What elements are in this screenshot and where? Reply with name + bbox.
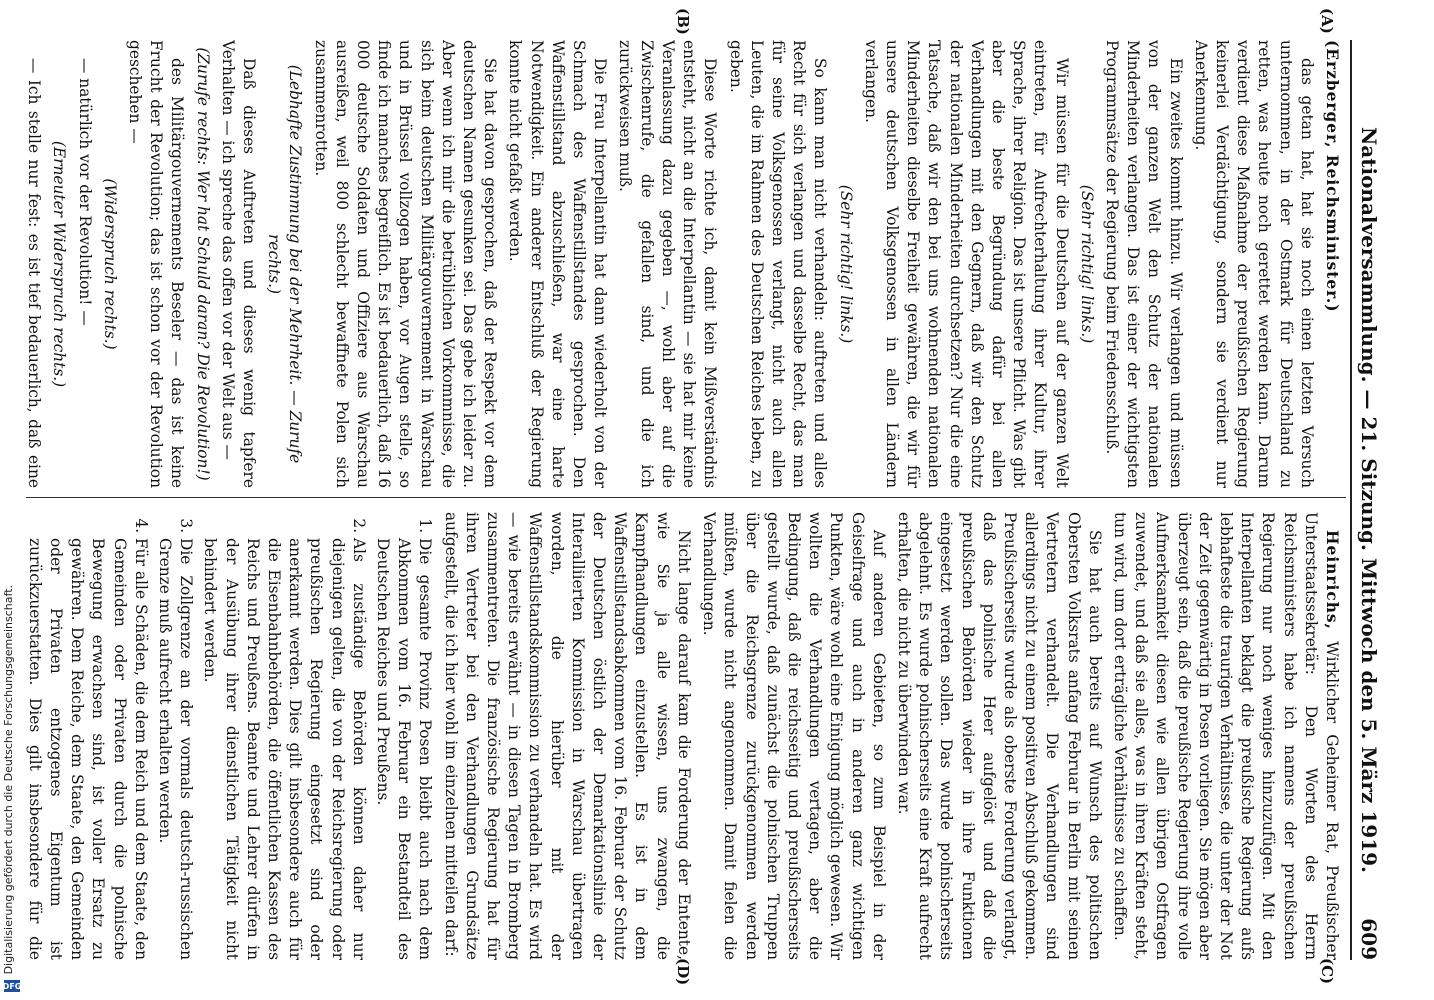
- audience-reaction: (Erneuter Widerspruch rechts.): [50, 140, 69, 388]
- speech-paragraph: [1109, 512, 1342, 960]
- speech-text: Wirklicher Geheimer Rat, Preußischer Unterstaatssekretär: Den Worten des Herrn Reichsministers habe ich namens der preußischen Regierung nur noch weniges hinzuzufügen. Mit den Interpellanten beklagt die preußische Regierung aufs lebhafteste die traurigen Verhältnisse, die unter der Not der Zeit gegenwärtig in Posen vorliegen. Sie mögen aber überzeugt sein, daß die preußische Regierung ihre volle Aufmerksamkeit diesen wie allen übrigen Ostfragen zuwendet, und daß sie alles, was in ihren Kräften steht, tun wird, um dort erträgliche Verhältnisse zu schaffen.: [1110, 512, 1341, 960]
- speech-paragraph: — natürlich vor der Revolution! —: [75, 58, 94, 326]
- speech-paragraph: Diese Worte richte ich, damit kein Mißverständnis entsteht, nicht an die Interpellantin — sie hat mir keine Veranlassung dazu gegeben —, wohl aber auf die Zwischenrufe, die gefallen sind, und die ich zurückweisen muß.: [616, 40, 720, 488]
- speaker-name: Heinrichs,: [1323, 530, 1341, 630]
- rotated-document-page: [12, 0, 1392, 1000]
- margin-letter-b: (B): [674, 8, 692, 35]
- speech-paragraph: Ein zweites kommt hinzu. Wir verlangen und müssen von der ganzen Welt den Schutz der nationalen Minderheiten verlangen. Das ist einer der wichtigsten Programmsätze der Regierung beim Friedensschluß.: [1102, 40, 1185, 488]
- right-column-intro: [439, 512, 1342, 960]
- speech-paragraph: Nicht lange darauf kam die Forderung der Entente, wie Sie ja alle wissen, uns zwangen, die Kampfhandlungen einzustellen. Es ist in dem Waffenstillstandsabkommen vom 16. Februar der Schutz der Deutschen östlich der Demarkationslinie der Interalliierten Kommission in Warschau übertragen worden, die hierüber mit der Waffenstillstandskommission zu verhandeln hat. Es wird — wie bereits erwähnt — in diesen Tagen in Bromberg zusammentreten. Die französische Regierung hat für ihren Vertreter bei den Verhandlungen Grundsätze aufgestellt, die ich hier wohl im einzelnen mitteilen darf:: [441, 512, 693, 960]
- margin-letter-d: (D): [674, 958, 692, 986]
- speech-paragraph: des Militärgouvernements Beseler — das ist keine Frucht der Revolution; das ist schon vor der Revolution geschehen —: [126, 40, 187, 488]
- speech-paragraph: Wir müssen für die Deutschen auf der ganzen Welt eintreten, für Aufrechterhaltung ihrer Kultur, ihrer Sprache, ihrer Religion. Das ist unsere Pflicht. Was gibt aber die beste Begründung dafür bei allen Verhandlungen mit den Gegnern, daß wir den Schutz der nationalen Minderheiten durchsetzen? Nur die eine Tatsache, daß wir den bei uns wohnenden nationalen Minderheiten dieselbe Freiheit gewähren, die wir für unsere deutschen Volksgenossen in allen Ländern verlangen.: [861, 40, 1071, 488]
- speaker-heading: [1321, 40, 1342, 488]
- audience-reaction: (Lebhafte Zustimmung bei der Mehrheit. — Zurufe rechts.): [265, 64, 305, 464]
- speech-paragraph: Daß dieses Auftreten und dieses wenig tapfere Verhalten — ich spreche das offen vor der Welt aus —: [218, 40, 259, 488]
- speech-paragraph: Die Frau Interpellantin hat dann wiederholt von der Schmach des Waffenstillstandes gesprochen. Den Waffenstillstand abzuschließen, war eine harte Notwendigkeit. Ein anderer Entschluß der Regierung konnte nicht gefaßt werden.: [506, 40, 610, 488]
- dfg-logo: DFG: [2, 981, 22, 991]
- speech-paragraph: So kann man nicht verhandeln: auftreten und alles Recht für sich verlangen und dasselbe Recht, das man für seine Volksgenossen verlangt, nicht auch allen Leuten, die im Rahmen des Deutschen Reiches leben, zu geben.: [726, 40, 830, 488]
- speech-paragraph: Sie hat auch bereits auf Wunsch des politischen Obersten Volksrats anfang Februar in Berlin mit seinen Vertretern verhandelt. Die Verhandlungen sind allerdings nicht zu einem positiven Abschluß gekommen. Preußischerseits wurde als oberste Forderung verlangt, daß das polnische Heer aufgelöst und daß die preußischen Behörden wieder in ihre Funktionen eingesetzt werden sollen. Das wurde polnischerseits abgelehnt. Es wurde polnischerseits eine Kraft aufrecht erhalten, die nicht zu überwinden war.: [894, 512, 1104, 960]
- footer-credit-text: Digitalisierung gefördert durch die Deutsche Forschungsgemeinschaft.: [2, 584, 15, 974]
- speaker-name: (Erzberger, Reichsminister.): [1323, 40, 1341, 313]
- speech-paragraph: Auf anderen Gebieten, so zum Beispiel in der Geiselfrage und auch in anderen ganz wichtigen Punkten, wäre wohl eine Einigung möglich gewesen. Wir wollten die Verhandlungen vertagen, aber die Bedingung, daß die reichsseitig und preußischerseits gestellt wurde, daß zunächst die polnischen Truppen über die Reichsgrenze zurückgenommen werden müßten, wurde nicht angenommen. Damit fielen die Verhandlungen.: [700, 512, 888, 960]
- audience-reaction: (Zurufe rechts: Wer hat Schuld daran? Die Revolution!): [193, 47, 212, 481]
- speech-paragraph: — Ich stelle nur fest: es ist tief bedauerlich, daß eine: [25, 58, 44, 488]
- left-text-column: [22, 40, 1342, 488]
- digitization-footer: [2, 542, 24, 992]
- audience-reaction: (Widerspruch rechts.): [100, 178, 119, 350]
- column-divider: [26, 497, 1346, 498]
- page-header: [1350, 40, 1386, 960]
- page-number: 609: [1357, 918, 1381, 960]
- demands-list: [22, 512, 435, 960]
- margin-letter-c: (C): [1318, 958, 1336, 985]
- audience-reaction: (Sehr richtig! links.): [836, 184, 855, 344]
- speech-paragraph: Sie hat davon gesprochen, daß der Respekt vor dem deutschen Namen gesunken sei. Das gebe ich leider zu. Aber wenn ich mir die betrüblichen Vorkommnisse, die sich beim deutschen Militärgouvernement in Warschau und in Brüssel vollzogen haben, vor Augen stelle, so finde ich manches begreiflich. Es ist bedauerlich, daß 16 000 deutsche Soldaten und Offiziere aus Warschau ausreißen, weil 800 schlecht bewaffnete Polen sich zusammenrotten.: [311, 40, 500, 488]
- page-header-title: Nationalversammlung. — 21. Sitzung. Mittwoch den 5. März 1919.: [1357, 127, 1381, 873]
- demand-item: 4. Für alle Schäden, die dem Reich und dem Staate, den Gemeinden oder Privaten durch die polnische Bewegung erwachsen sind, ist voller Ersatz zu gewähren. Dem Reiche, dem Staate, den Gemeinden oder Privaten entzogenes Eigentum ist zurückzuerstatten. Dies gilt insbesondere für die: [22, 538, 151, 960]
- right-text-column: [22, 512, 1342, 960]
- demand-item: 2. Als zuständige Behörden können daher nur diejenigen gelten, die von der Reichsregierung oder preußischen Regierung eingesetzt sind oder anerkannt werden. Dies gilt insbesondere auch für die Eisenbahnbehörden, die öffentlichen Kassen des Reichs und Preußens. Beamte und Lehrer dürfen in der Ausübung ihrer dienstlichen Tätigkeit nicht behindert werden.: [199, 538, 369, 960]
- demand-item: 3. Die Zollgrenze an der vormals deutsch-russischen Grenze muß aufrecht erhalten werden.: [154, 538, 196, 960]
- audience-reaction: (Sehr richtig! links.): [1077, 184, 1096, 344]
- speech-paragraph: das getan hat, hat sie noch einen letzten Versuch unternommen, in der Ostmark für Deutschland zu retten, was heute noch gerettet werden kann. Darum verdient diese Maßnahme der preußischen Regierung keinerlei Verdächtigung, sondern sie verdient nur Anerkennung.: [1191, 40, 1316, 488]
- demand-item: 1. Die gesamte Provinz Posen bleibt auch nach dem Abkommen vom 16. Februar ein Bestandteil des Deutschen Reiches und Preußens.: [372, 538, 436, 960]
- margin-letter-a: (A): [1318, 8, 1336, 34]
